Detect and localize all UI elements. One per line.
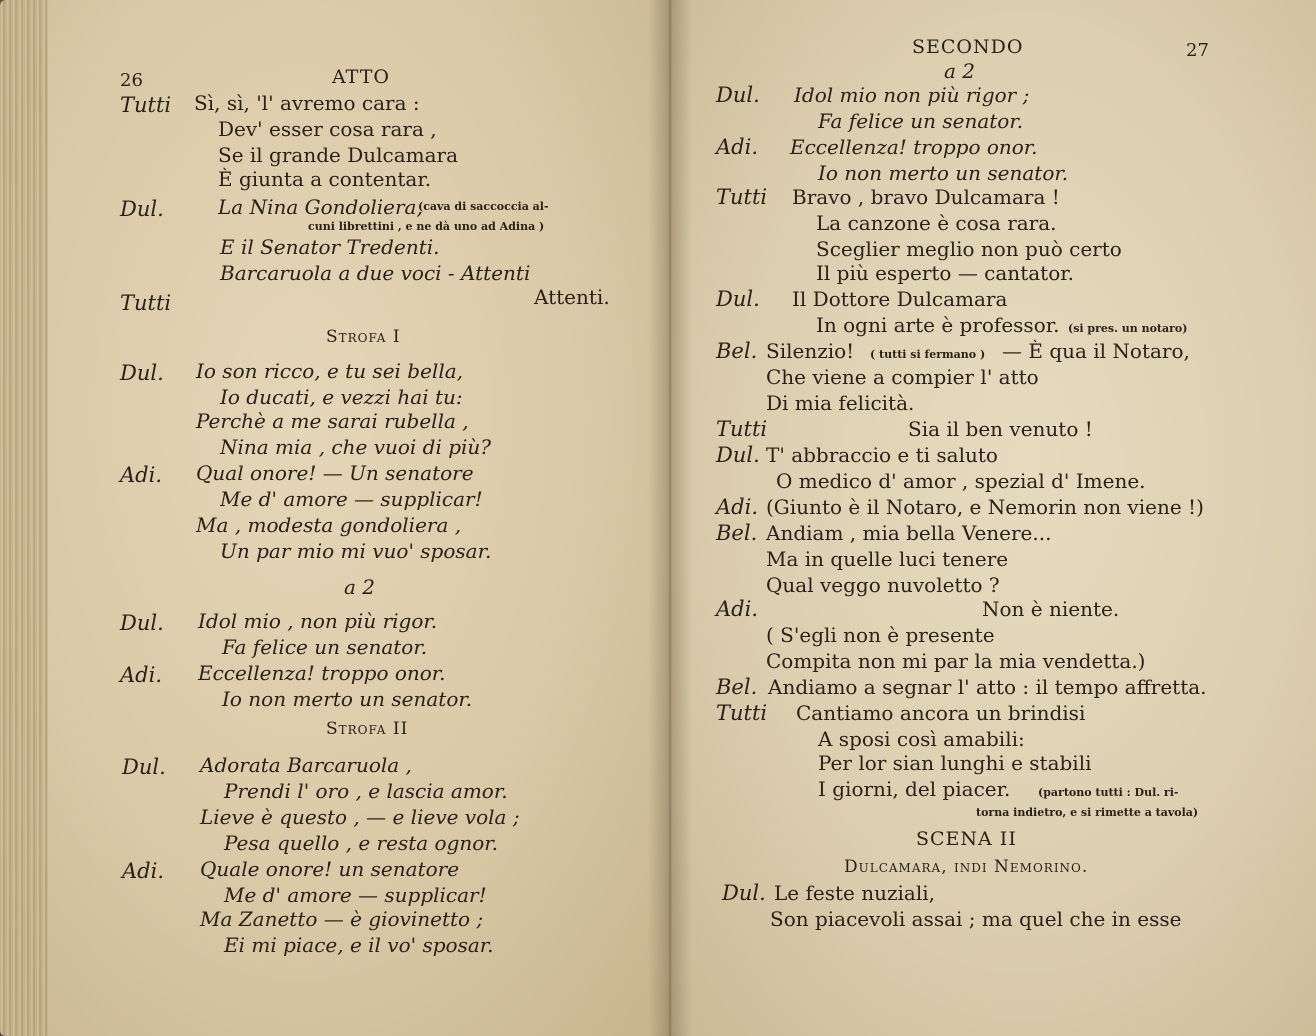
scene-characters: Dulcamara, indi Nemorino. [844, 857, 1089, 877]
verse-line: Ma , modesta gondoliera , [196, 513, 462, 537]
verse-line: Andiamo a segnar l' atto : il tempo affretta. [768, 675, 1207, 699]
verse-line: Attenti. [534, 285, 610, 309]
stage-direction: torna indietro, e si rimette a tavola) [976, 806, 1199, 819]
verse-line: Il più esperto — cantator. [816, 261, 1074, 285]
verse-line: In ogni arte è professor. [816, 313, 1060, 337]
verse-line: Qual veggo nuvoletto ? [766, 573, 1000, 597]
verse-line: Io son ricco, e tu sei bella, [196, 359, 463, 383]
verse-line: Le feste nuziali, [774, 881, 935, 905]
speaker: Tutti [716, 701, 768, 725]
stage-direction: cuni librettini , e ne dà uno ad Adina ) [308, 220, 545, 233]
stage-direction: (partono tutti : Dul. ri- [1038, 786, 1179, 799]
verse-line: Ma in quelle luci tenere [766, 547, 1009, 571]
verse-line: Per lor sian lunghi e stabili [818, 751, 1092, 775]
verse-line: Il Dottore Dulcamara [792, 287, 1008, 311]
verse-line: Un par mio mi vuo' sposar. [220, 539, 492, 563]
right-page [668, 0, 1316, 1036]
verse-line: ( S'egli non è presente [766, 623, 995, 647]
stage-direction: ( tutti si fermano ) [870, 348, 986, 361]
section-heading: Strofa I [326, 327, 401, 347]
verse-line: Se il grande Dulcamara [218, 143, 459, 167]
page-number-left: 26 [120, 70, 143, 91]
verse-line: Silenzio! [766, 339, 855, 363]
section-heading: Strofa II [326, 719, 409, 739]
speaker: Adi. [122, 859, 164, 883]
speaker: Dul. [716, 287, 760, 311]
stage-direction: (cava di saccoccia al- [418, 200, 549, 213]
verse-line: Compita non mi par la mia vendetta.) [766, 649, 1146, 673]
speaker: Bel. [716, 521, 758, 545]
verse-line: Sceglier meglio non può certo [816, 237, 1122, 261]
verse-line: Io non merto un senator. [818, 161, 1069, 185]
verse-line: Andiam , mia bella Venere... [766, 521, 1052, 545]
verse-line: Fa felice un senator. [818, 109, 1024, 133]
verse-line: Non è niente. [982, 597, 1120, 621]
verse-line: T' abbraccio e ti saluto [766, 443, 998, 467]
speaker: Dul. [120, 197, 164, 221]
verse-line: Fa felice un senator. [222, 635, 428, 659]
verse-line: Sia il ben venuto ! [908, 417, 1093, 441]
verse-line: Dev' esser cosa rara , [218, 117, 437, 141]
speaker: Dul. [716, 83, 760, 107]
verse-line: Qual onore! — Un senatore [196, 461, 474, 485]
speaker: Adi. [716, 495, 758, 519]
speaker: Dul. [122, 755, 166, 779]
speaker: Dul. [120, 361, 164, 385]
verse-line: Ma Zanetto — è giovinetto ; [200, 907, 484, 931]
speaker: Adi. [716, 597, 758, 621]
speaker: Tutti [716, 417, 768, 441]
section-heading: a 2 [344, 575, 376, 599]
section-heading: a 2 [944, 59, 976, 83]
stage-direction: (si pres. un notaro) [1068, 322, 1188, 335]
verse-line: Perchè a me sarai rubella , [196, 409, 469, 433]
scene-heading: SCENA II [916, 828, 1017, 850]
verse-line: Son piacevoli assai ; ma quel che in esse [770, 907, 1182, 931]
verse-line: Io ducati, e vezzi hai tu: [220, 385, 463, 409]
verse-line: Adorata Barcaruola , [200, 753, 412, 777]
verse-line: Idol mio , non più rigor. [198, 609, 438, 633]
verse-line: Quale onore! un senatore [200, 857, 460, 881]
speaker: Tutti [120, 93, 172, 117]
running-head-left: ATTO [332, 66, 390, 88]
verse-line: La canzone è cosa rara. [816, 211, 1057, 235]
speaker: Tutti [120, 291, 172, 315]
verse-line: Me d' amore — supplicar! [224, 883, 487, 907]
verse-line: I giorni, del piacer. [818, 777, 1011, 801]
verse-line: Pesa quello , e resta ognor. [224, 831, 499, 855]
verse-line: Nina mia , che vuoi di più? [220, 435, 492, 459]
verse-line: Ei mi piace, e il vo' sposar. [224, 933, 494, 957]
book-gutter [648, 0, 692, 1036]
verse-line: Io non merto un senator. [222, 687, 473, 711]
verse-line: Lieve è questo , — e lieve vola ; [200, 805, 520, 829]
verse-line: E il Senator Tredenti. [220, 235, 440, 259]
page-edges [0, 0, 48, 1036]
verse-line: Barcaruola a due voci - Attenti [220, 261, 531, 285]
speaker: Dul. [120, 611, 164, 635]
speaker: Adi. [120, 463, 162, 487]
verse-line: O medico d' amor , spezial d' Imene. [776, 469, 1146, 493]
speaker: Tutti [716, 185, 768, 209]
verse-line: Bravo , bravo Dulcamara ! [792, 185, 1060, 209]
verse-line: Prendi l' oro , e lascia amor. [224, 779, 508, 803]
running-head-right: SECONDO [912, 36, 1024, 58]
verse-line: Eccellenza! troppo onor. [198, 661, 446, 685]
verse-line: È giunta a contentar. [218, 167, 432, 191]
verse-line: Eccellenza! troppo onor. [790, 135, 1038, 159]
verse-line: Me d' amore — supplicar! [220, 487, 483, 511]
verse-line: Di mia felicità. [766, 391, 915, 415]
page-number-right: 27 [1186, 40, 1209, 61]
speaker: Adi. [120, 663, 162, 687]
speaker: Dul. [722, 881, 766, 905]
verse-line: Che viene a compier l' atto [766, 365, 1039, 389]
verse-line: (Giunto è il Notaro, e Nemorin non viene !) [766, 495, 1204, 519]
speaker: Dul. [716, 443, 760, 467]
verse-line: — È qua il Notaro, [1002, 339, 1190, 363]
speaker: Bel. [716, 339, 758, 363]
speaker: Bel. [716, 675, 758, 699]
verse-line: Cantiamo ancora un brindisi [796, 701, 1086, 725]
verse-line: A sposi così amabili: [818, 727, 1025, 751]
speaker: Adi. [716, 135, 758, 159]
verse-line: La Nina Gondoliera, [218, 195, 423, 219]
verse-line: Idol mio non più rigor ; [794, 83, 1030, 107]
verse-line: Sì, sì, 'l' avremo cara : [194, 91, 420, 115]
